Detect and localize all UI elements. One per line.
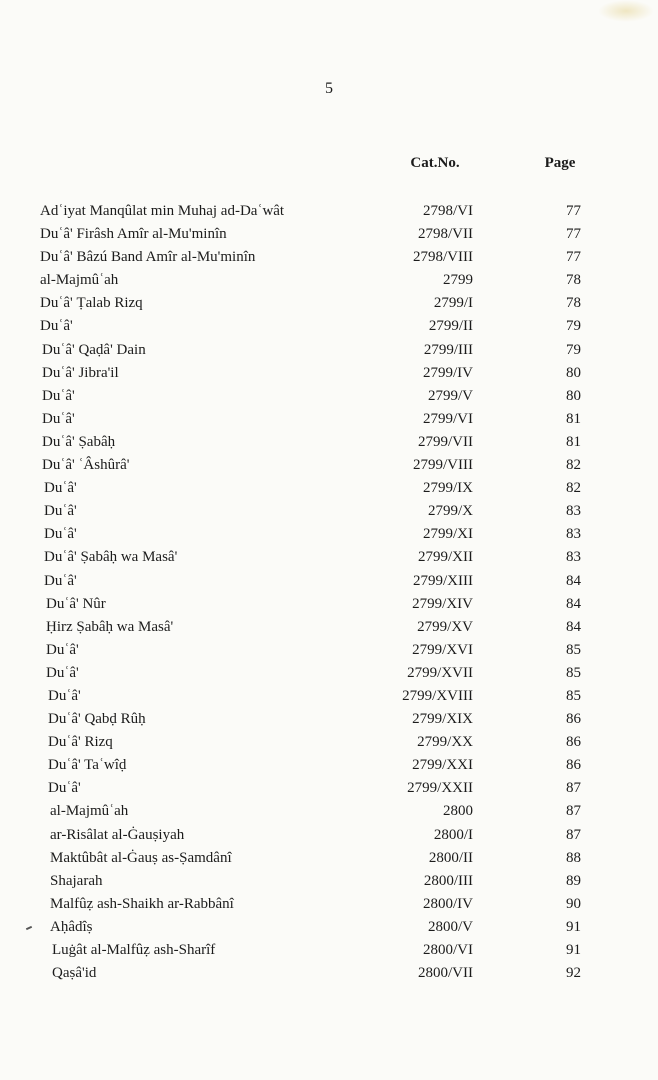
entry-cat-no: 2798/VIII xyxy=(413,249,473,266)
table-row xyxy=(0,339,658,362)
entry-page: 87 xyxy=(566,803,581,820)
table-row xyxy=(0,847,658,870)
table-row xyxy=(0,269,658,292)
entry-page: 81 xyxy=(566,410,581,427)
table-row xyxy=(0,385,658,408)
table-row xyxy=(0,754,658,777)
table-row xyxy=(0,962,658,985)
entry-cat-no: 2800/VII xyxy=(418,965,473,982)
entry-title: Duʿâ' Firâsh Amîr al-Mu'minîn xyxy=(40,226,227,243)
entry-title: Duʿâ' xyxy=(46,641,79,658)
entry-title: Duʿâ' xyxy=(42,387,75,404)
entry-title: Duʿâ' Nûr xyxy=(46,595,106,612)
entry-cat-no: 2799/XI xyxy=(423,526,473,543)
entry-page: 84 xyxy=(566,618,581,635)
entry-cat-no: 2799/IV xyxy=(423,364,473,381)
entry-cat-no: 2799/XIV xyxy=(412,595,473,612)
entry-title: Duʿâ' Bâzú Band Amîr al-Mu'minîn xyxy=(40,249,256,266)
table-row xyxy=(0,939,658,962)
entry-cat-no: 2798/VI xyxy=(423,203,473,219)
entry-title: Luġât al-Malfûẓ ash-Sharîf xyxy=(52,942,216,958)
table-row xyxy=(0,454,658,477)
entry-cat-no: 2799/III xyxy=(423,341,473,358)
entry-cat-no: 2800/I xyxy=(433,826,473,843)
table-row xyxy=(0,315,658,338)
entry-page: 86 xyxy=(566,757,581,774)
entry-page: 85 xyxy=(566,687,581,704)
table-row xyxy=(0,616,658,639)
entry-page: 79 xyxy=(566,341,581,358)
table-row xyxy=(0,431,658,454)
entry-page: 82 xyxy=(566,457,581,474)
entry-title: ar-Risâlat al-Ġauṣiyah xyxy=(50,826,185,843)
entry-page: 84 xyxy=(566,595,581,612)
entry-title: Maktûbât al-Ġauṣ as-Ṣamdânî xyxy=(50,849,232,866)
entry-title: Duʿâ' Qaḍâ' Dain xyxy=(42,341,146,358)
entry-title: Duʿâ' Ṣabâḥ wa Masâ' xyxy=(44,549,178,566)
entry-cat-no: 2800 xyxy=(443,803,473,820)
entry-cat-no: 2799/VII xyxy=(418,433,473,450)
table-row xyxy=(0,824,658,847)
catalog-list xyxy=(0,200,658,985)
table-row xyxy=(0,477,658,500)
entry-cat-no: 2799/XII xyxy=(418,549,473,566)
entry-page: 90 xyxy=(566,895,581,912)
entry-title: Duʿâ' xyxy=(44,526,77,543)
cat-no-header: Cat.No. xyxy=(410,155,460,171)
entry-title: Adʿiyat Manqûlat min Muhaj ad-Daʿwât xyxy=(40,203,285,219)
entry-page: 77 xyxy=(566,203,581,219)
table-row xyxy=(0,500,658,523)
table-row xyxy=(0,685,658,708)
entry-page: 89 xyxy=(566,872,581,889)
entry-cat-no: 2799/XXI xyxy=(412,757,473,774)
entry-page: 85 xyxy=(566,641,581,658)
entry-cat-no: 2799/XX xyxy=(417,734,473,751)
table-row xyxy=(0,662,658,685)
entry-title: Duʿâ' ʿÂshûrâ' xyxy=(42,457,130,474)
entry-title: Duʿâ' xyxy=(42,410,75,427)
table-row xyxy=(0,523,658,546)
entry-title: Duʿâ' xyxy=(46,664,79,681)
table-row xyxy=(0,800,658,823)
entry-title: Duʿâ' xyxy=(48,687,81,704)
entry-title: Duʿâ' xyxy=(44,572,77,589)
entry-title: Duʿâ' Qabḍ Rûḥ xyxy=(48,711,146,728)
paper-stain xyxy=(598,0,654,22)
table-row xyxy=(0,246,658,269)
entry-cat-no: 2799/V xyxy=(428,387,473,404)
entry-cat-no: 2799/XIX xyxy=(412,711,473,728)
table-row xyxy=(0,570,658,593)
entry-page: 88 xyxy=(566,849,581,866)
table-row xyxy=(0,546,658,569)
entry-cat-no: 2800/VI xyxy=(423,942,473,958)
entry-page: 77 xyxy=(566,226,581,243)
entry-page: 87 xyxy=(566,826,581,843)
entry-page: 80 xyxy=(566,387,581,404)
entry-page: 83 xyxy=(566,526,581,543)
entry-title: Malfûẓ ash-Shaikh ar-Rabbânî xyxy=(50,895,234,912)
entry-title: Shajarah xyxy=(50,872,103,889)
table-row xyxy=(0,200,658,223)
entry-title: Qaṣâ'id xyxy=(52,965,97,982)
entry-cat-no: 2800/IV xyxy=(423,895,473,912)
table-row xyxy=(0,408,658,431)
entry-title: Duʿâ' xyxy=(44,503,77,520)
entry-title: Duʿâ' Ṣabâḥ xyxy=(42,433,116,450)
entry-cat-no: 2799/VIII xyxy=(413,457,473,474)
entry-page: 81 xyxy=(566,433,581,450)
entry-page: 78 xyxy=(566,295,581,312)
entry-page: 85 xyxy=(566,664,581,681)
entry-page: 91 xyxy=(566,918,581,935)
entry-cat-no: 2799/XVII xyxy=(407,664,473,681)
entry-page: 83 xyxy=(566,549,581,566)
entry-page: 86 xyxy=(566,711,581,728)
entry-title: Duʿâ' xyxy=(40,318,73,335)
table-row xyxy=(0,223,658,246)
entry-cat-no: 2800/V xyxy=(428,918,473,935)
table-row xyxy=(0,870,658,893)
table-row xyxy=(0,362,658,385)
entry-cat-no: 2799/XIII xyxy=(413,572,473,589)
entry-page: 92 xyxy=(566,965,581,982)
table-row xyxy=(0,893,658,916)
entry-cat-no: 2798/VII xyxy=(418,226,473,243)
entry-title: Aḥâdîṣ xyxy=(50,918,93,935)
entry-cat-no: 2799/VI xyxy=(423,410,473,427)
entry-cat-no: 2799/I xyxy=(433,295,473,312)
entry-title: al-Majmûʿah xyxy=(50,803,129,820)
entry-page: 79 xyxy=(566,318,581,335)
entry-title: al-Majmûʿah xyxy=(40,272,119,289)
entry-page: 91 xyxy=(566,942,581,958)
table-row xyxy=(0,916,658,939)
entry-cat-no: 2799/IX xyxy=(423,480,473,497)
table-row xyxy=(0,292,658,315)
entry-page: 77 xyxy=(566,249,581,266)
entry-page: 87 xyxy=(566,780,581,797)
entry-cat-no: 2799/X xyxy=(428,503,473,520)
table-row xyxy=(0,639,658,662)
entry-cat-no: 2799 xyxy=(443,272,473,289)
table-row xyxy=(0,708,658,731)
entry-page: 80 xyxy=(566,364,581,381)
entry-cat-no: 2800/II xyxy=(428,849,473,866)
table-row xyxy=(0,731,658,754)
entry-cat-no: 2799/XVI xyxy=(412,641,473,658)
entry-page: 82 xyxy=(566,480,581,497)
table-row xyxy=(0,593,658,616)
page-number: 5 xyxy=(325,80,333,97)
entry-page: 84 xyxy=(566,572,581,589)
entry-cat-no: 2800/III xyxy=(423,872,473,889)
entry-title: Duʿâ' Ṭalab Rizq xyxy=(40,295,143,312)
entry-cat-no: 2799/XV xyxy=(417,618,473,635)
page-header: Page xyxy=(544,155,576,171)
entry-cat-no: 2799/XVIII xyxy=(402,687,473,704)
entry-title: Ḥirz Ṣabâḥ wa Masâ' xyxy=(46,618,174,635)
table-row xyxy=(0,777,658,800)
entry-title: Duʿâ' Taʿwîḍ xyxy=(48,757,127,774)
entry-page: 83 xyxy=(566,503,581,520)
entry-title: Duʿâ' Jibra'il xyxy=(42,364,119,381)
entry-cat-no: 2799/XXII xyxy=(407,780,473,797)
entry-page: 86 xyxy=(566,734,581,751)
entry-cat-no: 2799/II xyxy=(428,318,473,335)
entry-title: Duʿâ' Rizq xyxy=(48,734,113,751)
entry-title: Duʿâ' xyxy=(48,780,81,797)
entry-title: Duʿâ' xyxy=(44,480,77,497)
entry-page: 78 xyxy=(566,272,581,289)
